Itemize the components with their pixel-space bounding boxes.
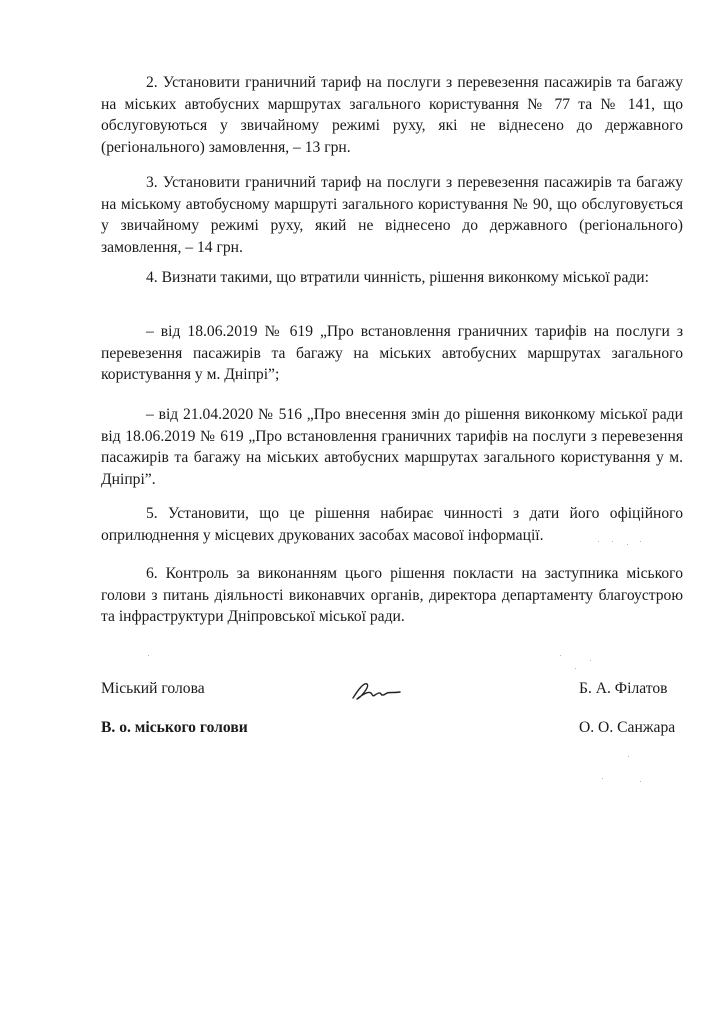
paragraph-3: 3. Установити граничний тариф на послуги з перевезення пасажирів та багажу на міському автобусному маршруті загального користування № 90, що обслуговується у звичайному режимі руху, який не віднесено до державного (регіонального) замовлення, – 14 грн. <box>101 174 683 256</box>
paragraph-5: 5. Установити, що це рішення набирає чинності з дати його офіційного оприлюднення у місцевих друкованих засобах масової інформації. <box>101 505 683 544</box>
mayor-name: Б. А. Філатов <box>579 680 668 697</box>
paragraph-4-item-1: – від 18.06.2019 № 619 „Про встановлення граничних тарифів на послуги з перевезення пасажирів та багажу на міських автобусних маршрутах загального користування у м. Дніпрі”; <box>101 323 683 383</box>
paragraph-4: 4. Визнати такими, що втратили чинність, рішення виконкому міської ради: <box>146 269 649 286</box>
paragraph-4-item-2: – від 21.04.2020 № 516 „Про внесення змін до рішення виконкому міської ради від 18.06.2019 № 619 „Про встановлення граничних тарифів на послуги з перевезення пасажирів та багажу на міських автобусних маршрутах загального користування у м. Дніпрі”. <box>101 406 683 488</box>
paragraph-6: 6. Контроль за виконанням цього рішення покласти на заступника міського голови з питань діяльності виконавчих органів, директора департаменту благоустрою та інфраструктури Дніпровської міської ради. <box>101 565 683 625</box>
paragraph-2: 2. Установити граничний тариф на послуги з перевезення пасажирів та багажу на міських автобусних маршрутах загального користування № 77 та № 141, що обслуговуються у звичайному режимі руху, які не віднесено до державного (регіонального) замовлення, – 13 грн. <box>101 74 683 156</box>
acting-mayor-title: В. о. міського голови <box>101 719 248 736</box>
acting-mayor-name: О. О. Санжара <box>579 719 676 736</box>
handwritten-signature <box>350 678 402 704</box>
mayor-title: Міський голова <box>101 680 205 697</box>
